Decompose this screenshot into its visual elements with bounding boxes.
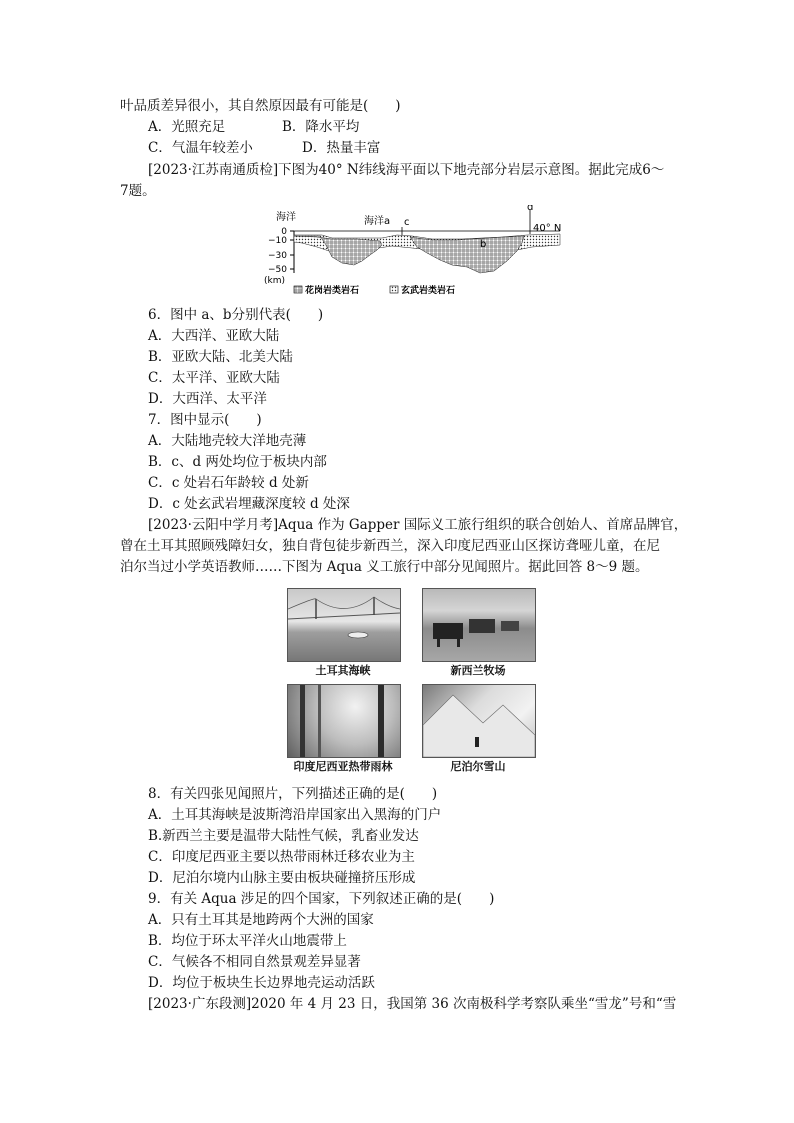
q7-option-b: B．c、d 两处均位于板块内部 <box>148 454 327 470</box>
unit-label: (km) <box>264 276 286 286</box>
q7-stem: 7．图中显示( ) <box>148 412 262 428</box>
q8-option-b: B.新西兰主要是温带大陆性气候，乳畜业发达 <box>148 828 419 844</box>
intro2-line3: 泊尔当过小学英语教师……下图为 Aqua 义工旅行中部分见闻照片。据此回答 8～9 题。 <box>120 559 649 575</box>
q8-option-a: A．土耳其海峡是波斯湾沿岸国家出入黑海的门户 <box>148 807 442 823</box>
q7-option-c: C．c 处岩石年龄较 d 处新 <box>148 475 309 491</box>
q6-stem: 6．图中 a、b分别代表( ) <box>148 307 324 323</box>
legend-basalt-swatch <box>390 286 398 293</box>
label-d: d <box>527 205 534 213</box>
label-c: c <box>404 217 410 228</box>
q8-option-d: D．尼泊尔境内山脉主要由板块碰撞挤压形成 <box>148 870 416 886</box>
bridge-illustration <box>288 589 400 661</box>
legend-granite-label: 花岗岩类岩石 <box>305 286 360 296</box>
caption-nepal-snow-mountain: 尼泊尔雪山 <box>450 760 506 773</box>
tick-minus10: −10 <box>268 236 287 246</box>
q6-option-b: B．亚欧大陆、北美大陆 <box>148 349 293 365</box>
caption-nz-pasture: 新西兰牧场 <box>450 664 506 677</box>
tick-0: 0 <box>281 227 287 237</box>
intro3-line1: [2023·广东段测]2020 年 4 月 23 日，我国第 36 次南极科学考察队乘坐“雪龙”号和“雪 <box>148 996 677 1012</box>
q6-option-c: C．太平洋、亚欧大陆 <box>148 370 280 386</box>
label-ocean-left: 海洋 <box>276 212 296 223</box>
rainforest-illustration <box>288 685 400 757</box>
q9-stem: 9．有关 Aqua 涉足的四个国家，下列叙述正确的是( ) <box>148 891 495 907</box>
q6-option-d: D．大西洋、太平洋 <box>148 391 267 407</box>
snow-mountain-illustration <box>423 685 535 757</box>
photo-nz-pasture <box>422 588 536 662</box>
q5-option-c: C．气温年较差小 <box>148 140 253 156</box>
crust-diagram-svg <box>262 205 562 300</box>
q8-option-c: C．印度尼西亚主要以热带雨林迁移农业为主 <box>148 849 415 865</box>
photo-turkish-strait <box>287 588 401 662</box>
q8-stem: 8．有关四张见闻照片，下列描述正确的是( ) <box>148 786 438 802</box>
q7-option-d: D．c 处玄武岩埋藏深度较 d 处深 <box>148 496 350 512</box>
tick-minus50: −50 <box>268 265 287 275</box>
legend-granite-swatch <box>294 286 302 293</box>
intro2-line1: [2023·云阳中学月考]Aqua 作为 Gapper 国际义工旅行组织的联合创始人、首席品牌官， <box>148 517 688 533</box>
granite-block-b <box>410 236 524 273</box>
tick-minus30: −30 <box>268 251 287 261</box>
q9-option-c: C．气候各不相同自然景观差异显著 <box>148 954 361 970</box>
q5-option-b: B．降水平均 <box>282 119 360 135</box>
label-b: b <box>480 239 487 250</box>
intro1-line1: [2023·江苏南通质检]下图为40° N纬线海平面以下地壳部分岩层示意图。据此完成6～ <box>148 162 665 178</box>
caption-indonesia-rainforest: 印度尼西亚热带雨林 <box>293 760 393 773</box>
q7-option-a: A．大陆地壳较大洋地壳薄 <box>148 433 307 449</box>
q9-option-d: D．均位于板块生长边界地壳运动活跃 <box>148 975 375 991</box>
intro2-line2: 曾在土耳其照顾残障妇女，独自背包徒步新西兰，深入印度尼西亚山区探访聋哑儿童，在尼 <box>120 538 660 554</box>
intro1-line2: 7题。 <box>120 183 156 199</box>
q5-option-d: D．热量丰富 <box>302 140 381 156</box>
q6-option-a: A．大西洋、亚欧大陆 <box>148 328 280 344</box>
crust-cross-section-diagram <box>262 205 562 300</box>
photo-nepal-snow-mountain <box>422 684 536 758</box>
photo-indonesia-rainforest <box>287 684 401 758</box>
label-ocean-a: 海洋a <box>364 216 391 227</box>
q5-stem: 叶品质差异很小，其自然原因最有可能是( ) <box>120 98 401 114</box>
q9-option-b: B．均位于环太平洋火山地震带上 <box>148 933 347 949</box>
cows-illustration <box>423 589 535 661</box>
q5-option-a: A．光照充足 <box>148 119 226 135</box>
q9-option-a: A．只有土耳其是地跨两个大洲的国家 <box>148 912 374 928</box>
legend-basalt-label: 玄武岩类岩石 <box>401 286 456 296</box>
label-latitude: 40° N <box>533 223 562 234</box>
caption-turkish-strait: 土耳其海峡 <box>315 664 371 677</box>
